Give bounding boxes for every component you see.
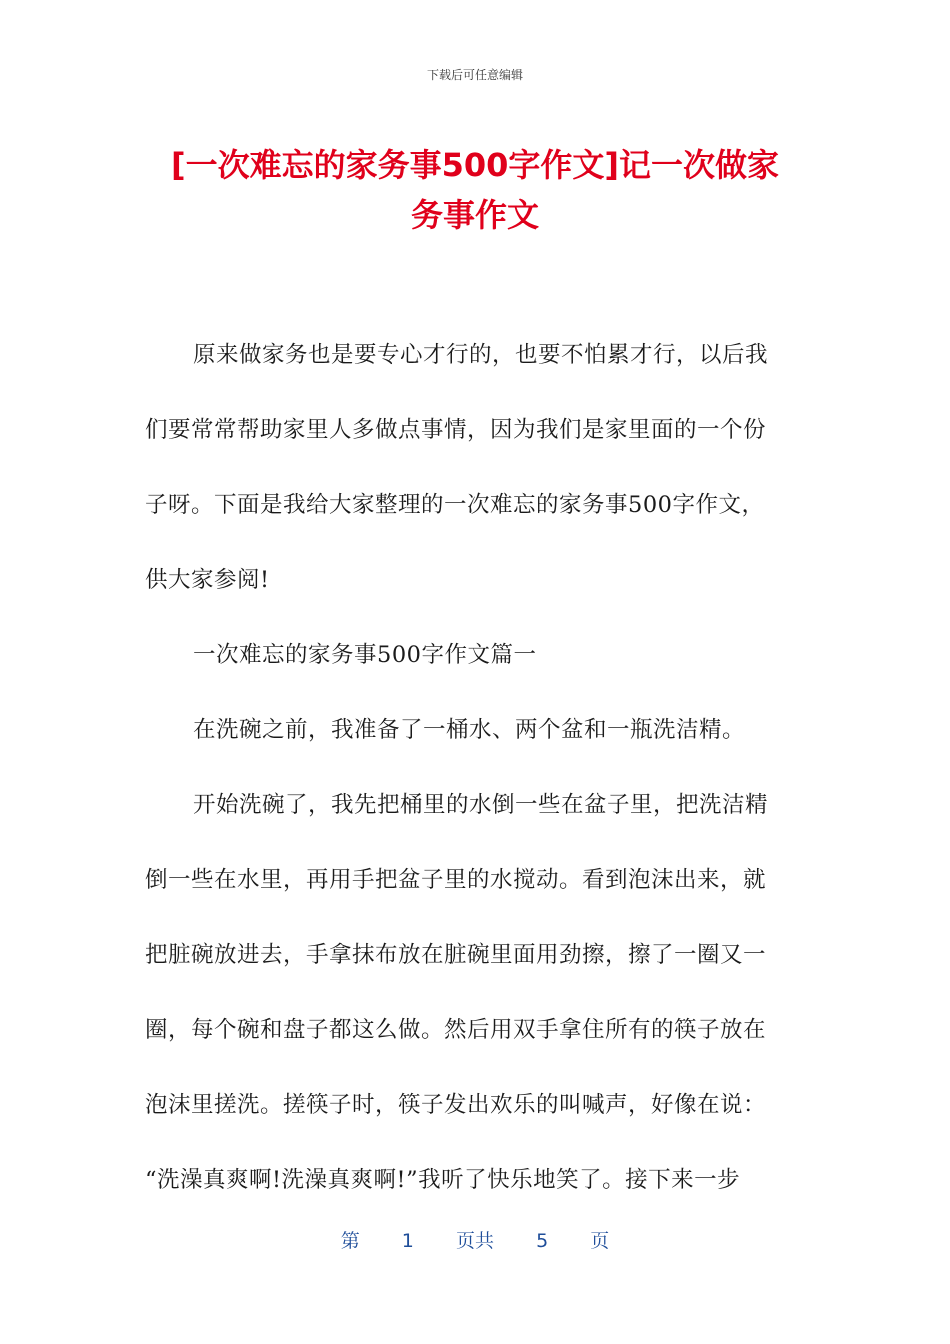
body-line: 泡沫里搓洗。搓筷子时，筷子发出欢乐的叫喊声，好像在说：: [145, 1092, 767, 1118]
document-title: [130, 140, 820, 240]
body-line: 原来做家务也是要专心才行的，也要不怕累才行，以后我: [193, 342, 769, 368]
body-line: 子呀。下面是我给大家整理的一次难忘的家务事500字作文，: [145, 492, 765, 518]
title-line-1: [一次难忘的家务事500字作文]记一次做家: [170, 146, 780, 184]
total-pages-number: 5: [536, 1230, 549, 1252]
header-note: 下载后可任意编辑: [426, 68, 523, 82]
body-line: 把脏碗放进去，手拿抹布放在脏碗里面用劲擦，擦了一圈又一: [145, 942, 767, 968]
section-heading: 一次难忘的家务事500字作文篇一: [193, 642, 537, 668]
current-page-number: 1: [401, 1230, 414, 1252]
page-footer: [0, 1226, 950, 1253]
body-line: 们要常常帮助家里人多做点事情，因为我们是家里面的一个份: [145, 417, 767, 443]
body-line: 圈，每个碗和盘子都这么做。然后用双手拿住所有的筷子放在: [145, 1017, 767, 1043]
body-line: 在洗碗之前，我准备了一桶水、两个盆和一瓶洗洁精。: [193, 717, 746, 743]
footer-middle: 页共: [455, 1230, 494, 1252]
footer-prefix: 第: [340, 1230, 360, 1252]
body-line: 倒一些在水里，再用手把盆子里的水搅动。看到泡沫出来，就: [145, 867, 767, 893]
body-line: “洗澡真爽啊!洗澡真爽啊!”我听了快乐地笑了。接下来一步: [145, 1167, 741, 1193]
title-line-2: 务事作文: [410, 196, 539, 234]
footer-suffix: 页: [590, 1230, 610, 1252]
body-line: 供大家参阅!: [145, 567, 270, 593]
body-line: 开始洗碗了，我先把桶里的水倒一些在盆子里，把洗洁精: [193, 792, 769, 818]
document-body: [145, 318, 795, 1218]
